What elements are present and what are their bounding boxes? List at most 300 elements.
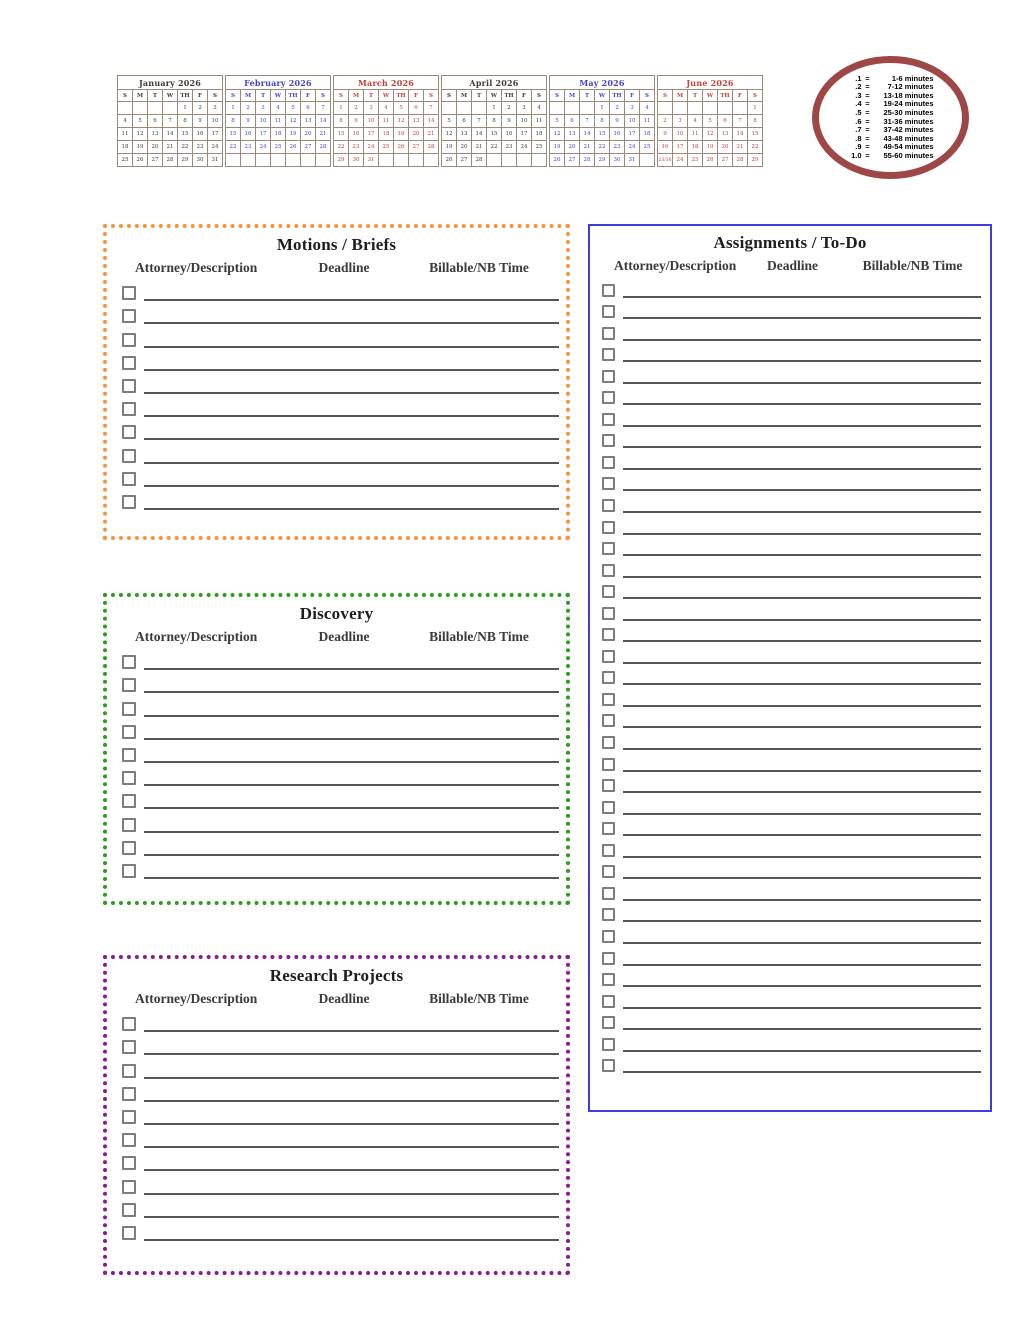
task-checkbox[interactable] xyxy=(122,356,136,370)
task-rows-research xyxy=(107,1009,566,1241)
task-checkbox[interactable] xyxy=(602,542,615,555)
task-checkbox[interactable] xyxy=(602,693,615,706)
task-entry-line[interactable] xyxy=(144,1123,559,1125)
task-entry-line[interactable] xyxy=(623,339,981,341)
task-checkbox[interactable] xyxy=(602,758,615,771)
task-checkbox[interactable] xyxy=(602,477,615,490)
task-row xyxy=(107,417,566,440)
task-row xyxy=(107,1055,566,1078)
task-entry-line[interactable] xyxy=(144,1053,559,1055)
task-row xyxy=(590,319,990,341)
task-entry-line[interactable] xyxy=(144,369,559,371)
calendar-day-cell: 13 xyxy=(457,128,472,141)
task-checkbox[interactable] xyxy=(602,434,615,447)
calendar-day-cell: 20 xyxy=(457,141,472,154)
calendar-day-cell: 5 xyxy=(442,115,457,128)
task-row xyxy=(590,815,990,837)
billing-increment-value: .1 xyxy=(855,73,862,83)
calendar-day-cell xyxy=(409,154,424,167)
task-checkbox[interactable] xyxy=(602,348,615,361)
calendar-day-cell xyxy=(517,154,532,167)
calendar-day-cell: 3 xyxy=(673,115,688,128)
task-entry-line[interactable] xyxy=(623,317,981,319)
task-checkbox[interactable] xyxy=(122,449,136,463)
calendar-day-cell: 5 xyxy=(133,115,148,128)
task-checkbox[interactable] xyxy=(602,865,615,878)
task-entry-line[interactable] xyxy=(623,619,981,621)
column-header-deadline: Deadline xyxy=(318,629,370,644)
task-checkbox[interactable] xyxy=(602,995,615,1008)
task-checkbox[interactable] xyxy=(602,887,615,900)
calendar-day-cell: 10 xyxy=(625,115,640,128)
task-entry-line[interactable] xyxy=(144,761,559,763)
calendar-day-cell: 24 xyxy=(625,141,640,154)
billing-increment-value: .8 xyxy=(855,133,862,143)
task-row xyxy=(590,535,990,557)
calendar-day-cell: 15 xyxy=(595,128,610,141)
task-row xyxy=(107,1079,566,1102)
column-header-billable-nb-time: Billable/NB Time xyxy=(429,991,529,1006)
calendar-day-cell: 14 xyxy=(316,115,331,128)
task-entry-line[interactable] xyxy=(623,554,981,556)
task-checkbox[interactable] xyxy=(602,779,615,792)
calendar-day-cell: 13 xyxy=(409,115,424,128)
mini-calendar-april xyxy=(441,75,547,167)
task-entry-line[interactable] xyxy=(144,322,559,324)
billing-increment-value: .3 xyxy=(855,90,862,100)
task-checkbox[interactable] xyxy=(122,1017,136,1031)
task-entry-line[interactable] xyxy=(144,668,559,670)
calendar-day-cell: 20 xyxy=(301,128,316,141)
task-checkbox[interactable] xyxy=(122,1180,136,1194)
section-title-assignments-todo: Assignments / To-Do xyxy=(713,233,867,252)
day-of-week-header: T xyxy=(472,90,487,102)
calendar-day-cell: 2 xyxy=(193,102,208,115)
calendar-day-cell: 9 xyxy=(610,115,625,128)
calendar-day-cell: 17 xyxy=(256,128,271,141)
task-entry-line[interactable] xyxy=(623,533,981,535)
task-entry-line[interactable] xyxy=(623,920,981,922)
calendar-day-cell: 10 xyxy=(364,115,379,128)
task-checkbox[interactable] xyxy=(602,564,615,577)
task-checkbox[interactable] xyxy=(602,801,615,814)
task-checkbox[interactable] xyxy=(602,585,615,598)
task-entry-line[interactable] xyxy=(144,831,559,833)
calendar-day-cell: 6 xyxy=(148,115,163,128)
task-entry-line[interactable] xyxy=(144,508,559,510)
calendar-day-cell: 7 xyxy=(163,115,178,128)
task-entry-line[interactable] xyxy=(623,597,981,599)
task-entry-line[interactable] xyxy=(623,360,981,362)
billing-key-list xyxy=(848,75,934,161)
task-checkbox[interactable] xyxy=(602,628,615,641)
task-checkbox[interactable] xyxy=(122,841,136,855)
billing-minutes-range: 25-30 minutes xyxy=(883,107,934,117)
task-checkbox[interactable] xyxy=(122,402,136,416)
task-checkbox[interactable] xyxy=(602,650,615,663)
task-checkbox[interactable] xyxy=(602,284,615,297)
task-entry-line[interactable] xyxy=(144,438,559,440)
task-row xyxy=(107,786,566,809)
task-row xyxy=(590,728,990,750)
calendar-day-cell: 9 xyxy=(193,115,208,128)
calendar-day-cell xyxy=(118,102,133,115)
task-row xyxy=(107,1171,566,1194)
day-of-week-header: M xyxy=(565,90,580,102)
task-entry-line[interactable] xyxy=(144,738,559,740)
task-checkbox[interactable] xyxy=(122,333,136,347)
day-of-week-header: T xyxy=(688,90,703,102)
task-entry-line[interactable] xyxy=(623,468,981,470)
calendar-day-cell: 12 xyxy=(703,128,718,141)
calendar-strip xyxy=(117,75,763,167)
billing-increment-value: .7 xyxy=(855,125,862,135)
calendar-day-cell: 28 xyxy=(733,154,748,167)
calendar-day-cell: 6 xyxy=(718,115,733,128)
task-checkbox[interactable] xyxy=(602,370,615,383)
task-entry-line[interactable] xyxy=(144,854,559,856)
calendar-title: January 2026 xyxy=(118,76,223,90)
task-checkbox[interactable] xyxy=(122,771,136,785)
task-checkbox[interactable] xyxy=(122,425,136,439)
task-entry-line[interactable] xyxy=(144,1169,559,1171)
task-row xyxy=(590,513,990,535)
calendar-day-cell: 14 xyxy=(424,115,439,128)
calendar-day-cell: 27 xyxy=(457,154,472,167)
calendar-day-cell: 23 xyxy=(502,141,517,154)
calendar-day-cell xyxy=(163,102,178,115)
task-entry-line[interactable] xyxy=(623,813,981,815)
calendar-day-cell: 27 xyxy=(565,154,580,167)
task-row xyxy=(590,470,990,492)
calendar-day-cell: 30 xyxy=(610,154,625,167)
task-checkbox[interactable] xyxy=(122,472,136,486)
calendar-day-cell: 9 xyxy=(241,115,256,128)
task-entry-line[interactable] xyxy=(144,691,559,693)
task-checkbox[interactable] xyxy=(602,1059,615,1072)
day-of-week-header: F xyxy=(733,90,748,102)
task-rows-assignments xyxy=(590,276,990,1073)
calendar-day-cell xyxy=(688,102,703,115)
calendar-day-cell: 6 xyxy=(409,102,424,115)
task-entry-line[interactable] xyxy=(623,748,981,750)
task-checkbox[interactable] xyxy=(122,379,136,393)
task-row xyxy=(107,1102,566,1125)
task-entry-line[interactable] xyxy=(623,942,981,944)
task-entry-line[interactable] xyxy=(623,296,981,298)
calendar-day-cell: 27 xyxy=(148,154,163,167)
billing-minutes-range: 19-24 minutes xyxy=(883,99,934,109)
section-title-motions-briefs: Motions / Briefs xyxy=(276,235,397,254)
calendar-day-cell: 26 xyxy=(133,154,148,167)
task-row xyxy=(590,491,990,513)
task-entry-line[interactable] xyxy=(144,715,559,717)
task-checkbox[interactable] xyxy=(602,327,615,340)
calendar-day-cell: 21 xyxy=(733,141,748,154)
calendar-day-cell: 4 xyxy=(688,115,703,128)
section-discovery xyxy=(103,593,570,905)
calendar-day-cell xyxy=(424,154,439,167)
task-row xyxy=(107,763,566,786)
task-checkbox[interactable] xyxy=(602,607,615,620)
task-checkbox[interactable] xyxy=(602,822,615,835)
section-title-research-projects: Research Projects xyxy=(269,966,404,985)
task-entry-line[interactable] xyxy=(623,834,981,836)
task-entry-line[interactable] xyxy=(144,299,559,301)
task-entry-line[interactable] xyxy=(144,1030,559,1032)
day-of-week-header: W xyxy=(487,90,502,102)
equals-sign: = xyxy=(865,82,870,92)
mini-calendar-may xyxy=(549,75,655,167)
task-checkbox[interactable] xyxy=(602,499,615,512)
task-entry-line[interactable] xyxy=(623,726,981,728)
calendar-day-cell xyxy=(301,154,316,167)
task-row xyxy=(590,341,990,363)
billing-increment-value: .6 xyxy=(855,116,862,126)
calendar-day-cell: 11 xyxy=(532,115,547,128)
task-entry-line[interactable] xyxy=(144,1077,559,1079)
task-row xyxy=(590,772,990,794)
task-checkbox[interactable] xyxy=(122,794,136,808)
calendar-day-cell: 16 xyxy=(502,128,517,141)
task-row xyxy=(107,717,566,740)
calendar-day-cell xyxy=(718,102,733,115)
calendar-day-cell: 22 xyxy=(748,141,763,154)
calendar-day-cell: 14 xyxy=(580,128,595,141)
task-checkbox[interactable] xyxy=(122,655,136,669)
task-entry-line[interactable] xyxy=(623,382,981,384)
task-entry-line[interactable] xyxy=(623,1028,981,1030)
task-row xyxy=(590,922,990,944)
task-checkbox[interactable] xyxy=(602,1016,615,1029)
task-checkbox[interactable] xyxy=(602,305,615,318)
calendar-day-cell: 2 xyxy=(502,102,517,115)
task-entry-line[interactable] xyxy=(623,403,981,405)
task-entry-line[interactable] xyxy=(144,1100,559,1102)
calendar-day-cell xyxy=(241,154,256,167)
mini-calendar-june xyxy=(657,75,763,167)
task-row xyxy=(590,599,990,621)
calendar-day-cell xyxy=(658,102,673,115)
task-checkbox[interactable] xyxy=(122,1156,136,1170)
calendar-day-cell: 18 xyxy=(640,128,655,141)
task-checkbox[interactable] xyxy=(122,818,136,832)
task-checkbox[interactable] xyxy=(122,1203,136,1217)
task-entry-line[interactable] xyxy=(623,985,981,987)
task-entry-line[interactable] xyxy=(144,1146,559,1148)
calendar-day-cell: 19 xyxy=(442,141,457,154)
calendar-day-cell: 1 xyxy=(748,102,763,115)
calendar-day-cell: 26 xyxy=(394,141,409,154)
section-title-discovery: Discovery xyxy=(299,604,374,623)
task-entry-line[interactable] xyxy=(144,346,559,348)
calendar-day-cell: 11 xyxy=(640,115,655,128)
calendar-day-cell: 18 xyxy=(379,128,394,141)
task-row xyxy=(107,833,566,856)
calendar-day-cell: 18 xyxy=(118,141,133,154)
task-checkbox[interactable] xyxy=(122,1087,136,1101)
task-checkbox[interactable] xyxy=(602,391,615,404)
task-row xyxy=(107,301,566,324)
task-checkbox[interactable] xyxy=(602,521,615,534)
billing-increments-key xyxy=(812,56,969,179)
task-checkbox[interactable] xyxy=(122,309,136,323)
task-checkbox[interactable] xyxy=(602,844,615,857)
task-row xyxy=(590,707,990,729)
day-of-week-header: S xyxy=(442,90,457,102)
task-entry-line[interactable] xyxy=(144,485,559,487)
calendar-day-cell: 25 xyxy=(118,154,133,167)
task-entry-line[interactable] xyxy=(623,489,981,491)
task-entry-line[interactable] xyxy=(623,964,981,966)
day-of-week-header: TH xyxy=(502,90,517,102)
calendar-day-cell: 17 xyxy=(625,128,640,141)
task-entry-line[interactable] xyxy=(623,1007,981,1009)
task-row xyxy=(590,427,990,449)
calendar-day-cell: 27 xyxy=(301,141,316,154)
billing-increment-value: .4 xyxy=(855,99,862,109)
task-checkbox[interactable] xyxy=(602,671,615,684)
calendar-day-cell: 20 xyxy=(718,141,733,154)
day-of-week-header: TH xyxy=(394,90,409,102)
task-entry-line[interactable] xyxy=(623,446,981,448)
calendar-day-cell: 17 xyxy=(364,128,379,141)
calendar-day-cell: 1 xyxy=(487,102,502,115)
calendar-day-cell: 4 xyxy=(379,102,394,115)
calendar-day-cell: 8 xyxy=(748,115,763,128)
day-of-week-header: S xyxy=(118,90,133,102)
calendar-day-cell: 8 xyxy=(487,115,502,128)
column-header-billable-nb-time: Billable/NB Time xyxy=(429,260,529,275)
task-row xyxy=(107,740,566,763)
day-of-week-header: M xyxy=(241,90,256,102)
task-entry-line[interactable] xyxy=(144,1239,559,1241)
task-entry-line[interactable] xyxy=(144,392,559,394)
calendar-day-cell xyxy=(532,154,547,167)
task-checkbox[interactable] xyxy=(602,1038,615,1051)
calendar-day-cell: 22 xyxy=(334,141,349,154)
task-checkbox[interactable] xyxy=(122,1040,136,1054)
calendar-day-cell: 2 xyxy=(349,102,364,115)
day-of-week-header: TH xyxy=(718,90,733,102)
billing-minutes-range: 49-54 minutes xyxy=(883,142,934,152)
task-entry-line[interactable] xyxy=(623,683,981,685)
calendar-day-cell: 31 xyxy=(625,154,640,167)
task-row xyxy=(107,394,566,417)
day-of-week-header: W xyxy=(595,90,610,102)
task-entry-line[interactable] xyxy=(623,662,981,664)
task-checkbox[interactable] xyxy=(602,952,615,965)
task-row xyxy=(107,856,566,879)
task-entry-line[interactable] xyxy=(144,807,559,809)
task-row xyxy=(590,836,990,858)
calendar-day-cell: 8 xyxy=(595,115,610,128)
task-entry-line[interactable] xyxy=(623,640,981,642)
calendar-day-cell xyxy=(316,154,331,167)
calendar-day-cell: 14 xyxy=(163,128,178,141)
calendar-day-cell xyxy=(565,102,580,115)
day-of-week-header: TH xyxy=(286,90,301,102)
task-checkbox[interactable] xyxy=(602,456,615,469)
task-entry-line[interactable] xyxy=(623,1050,981,1052)
calendar-day-cell: 23 xyxy=(241,141,256,154)
calendar-day-cell xyxy=(580,102,595,115)
task-entry-line[interactable] xyxy=(623,877,981,879)
task-entry-line[interactable] xyxy=(144,877,559,879)
task-entry-line[interactable] xyxy=(623,705,981,707)
task-row xyxy=(590,987,990,1009)
task-checkbox[interactable] xyxy=(602,973,615,986)
task-entry-line[interactable] xyxy=(623,1071,981,1073)
task-entry-line[interactable] xyxy=(623,899,981,901)
task-row xyxy=(107,693,566,716)
task-checkbox[interactable] xyxy=(122,1226,136,1240)
task-row xyxy=(107,464,566,487)
task-entry-line[interactable] xyxy=(623,425,981,427)
day-of-week-header: T xyxy=(148,90,163,102)
calendar-day-cell xyxy=(286,154,301,167)
calendar-day-cell: 15 xyxy=(748,128,763,141)
task-entry-line[interactable] xyxy=(144,784,559,786)
task-entry-line[interactable] xyxy=(144,462,559,464)
equals-sign: = xyxy=(865,99,870,109)
task-checkbox[interactable] xyxy=(122,1110,136,1124)
task-row xyxy=(590,664,990,686)
task-checkbox[interactable] xyxy=(122,286,136,300)
task-checkbox[interactable] xyxy=(602,413,615,426)
task-entry-line[interactable] xyxy=(623,791,981,793)
task-checkbox[interactable] xyxy=(122,1133,136,1147)
task-entry-line[interactable] xyxy=(144,415,559,417)
task-checkbox[interactable] xyxy=(122,864,136,878)
section-assignments-todo xyxy=(588,224,992,1112)
task-checkbox[interactable] xyxy=(122,725,136,739)
calendar-day-cell xyxy=(379,154,394,167)
billing-minutes-range: 37-42 minutes xyxy=(883,125,934,135)
task-checkbox[interactable] xyxy=(122,495,136,509)
task-rows-discovery xyxy=(107,647,566,879)
task-entry-line[interactable] xyxy=(144,1216,559,1218)
task-checkbox[interactable] xyxy=(122,748,136,762)
task-checkbox[interactable] xyxy=(602,714,615,727)
calendar-day-cell: 14 xyxy=(472,128,487,141)
billing-key-row xyxy=(848,152,934,161)
task-checkbox[interactable] xyxy=(122,678,136,692)
billing-minutes-range: 43-48 minutes xyxy=(883,133,934,143)
task-entry-line[interactable] xyxy=(623,511,981,513)
task-row xyxy=(590,793,990,815)
task-row xyxy=(107,440,566,463)
day-of-week-header: F xyxy=(409,90,424,102)
calendar-day-cell: 17 xyxy=(208,128,223,141)
task-entry-line[interactable] xyxy=(144,1193,559,1195)
task-checkbox[interactable] xyxy=(122,702,136,716)
equals-sign: = xyxy=(865,125,870,135)
calendar-day-cell: 23 xyxy=(193,141,208,154)
column-headers xyxy=(107,991,566,1007)
day-of-week-header: S xyxy=(658,90,673,102)
task-entry-line[interactable] xyxy=(623,856,981,858)
task-entry-line[interactable] xyxy=(623,770,981,772)
task-checkbox[interactable] xyxy=(602,930,615,943)
calendar-day-cell: 6 xyxy=(565,115,580,128)
task-checkbox[interactable] xyxy=(122,1064,136,1078)
task-entry-line[interactable] xyxy=(623,576,981,578)
calendar-day-cell: 26 xyxy=(286,141,301,154)
calendar-day-cell: 26 xyxy=(703,154,718,167)
task-checkbox[interactable] xyxy=(602,736,615,749)
task-checkbox[interactable] xyxy=(602,908,615,921)
